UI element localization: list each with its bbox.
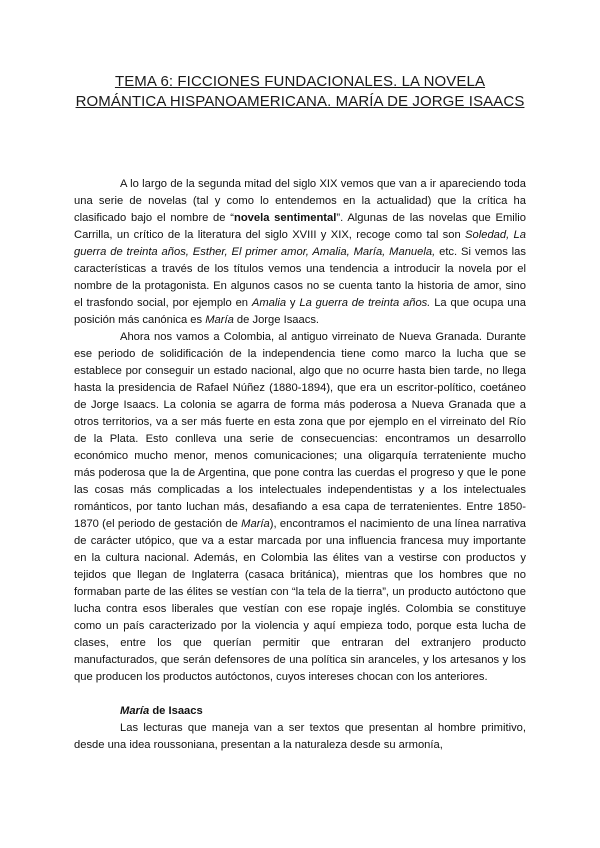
section-heading [74, 703, 526, 720]
text-run: ), encontramos el nacimiento de una línea narrativa de carácter utópico, que va a estar marcada por una influencia francesa muy importante en la cultura nacional. Además, en Colombia las élites van a vestirse con productos y tejidos que llegan de Inglaterra (casaca británica), mientras que los hombres que no formaban parte de las élites se vestían con “la tela de la tierra”, un producto autóctono que lucha contra esos liberales que vestían con ese ropaje inglés. Colombia se constituye como un país caracterizado por la violencia y aquí empieza todo, porque esta lucha de clases, entre los que querían permitir que entraran del extranjero producto manufacturados, que serán defensores de una política sin aranceles, y los artesanos y los que producen los productos autóctonos, cuyos intereses chocan con los anteriores. [74, 518, 526, 683]
text-run: La que ocupa una posición más canónica es [74, 297, 526, 326]
page-title [40, 72, 560, 112]
novel-title: María [241, 518, 270, 530]
novel-title: La guerra de treinta años. [299, 297, 431, 309]
text-run: A lo largo de la segunda mitad del siglo XIX vemos que van a ir apareciendo toda una serie de novelas (tal y como lo entendemos en la actualidad) que la crítica ha clasificado bajo el nombre de “ [74, 178, 526, 224]
title-line-1: TEMA 6: FICCIONES FUNDACIONALES. LA NOVELA [114, 73, 486, 90]
paragraph-intro [74, 176, 526, 329]
bold-term: novela sentimental [233, 212, 337, 224]
section-heading-rest: de Isaacs [149, 705, 203, 717]
text-run: y [286, 297, 300, 309]
paragraph-colombia [74, 329, 526, 686]
paragraph-lecturas: Las lecturas que maneja van a ser textos que presentan al hombre primitivo, desde una idea roussoniana, presentan a la naturaleza desde su armonía, [74, 722, 526, 751]
text-run: de Jorge Isaacs. [233, 314, 320, 326]
text-run: ”. Algunas de las novelas que Emilio Carrilla, un crítico de la literatura del siglo XVIII y XIX, recoge como tal son [74, 212, 526, 241]
title-line-2: ROMÁNTICA HISPANOAMERICANA. MARÍA DE JORGE ISAACS [75, 93, 525, 110]
section-maria [74, 703, 526, 754]
text-run: Ahora nos vamos a Colombia, al antiguo virreinato de Nueva Granada. Durante ese periodo de solidificación de la independencia tiene como marco la lucha que se establece por conseguir un estado nacional, algo que no ocurre hasta bien tarde, no llega hasta la presidencia de Rafael Núñez (1880-1894), que era un escritor-político, coetáneo de Jorge Isaacs. La colonia se agarra de forma más poderosa a Nueva Granada que a otros territorios, va a ser más fuerte en esta zona que por ejemplo en el virreinato del Río de la Plata. Esto conlleva una serie de consecuencias: encontramos un desarrollo económico mucho menor, menos comunicaciones; una oligarquía terrateniente mucho más poderosa que la de Argentina, que pone contra las cuerdas el progreso y que le pone las cosas más complicadas a los intelectuales independentistas y a los intelectuales románticos, por tanto luchan más, desafiando a esa capa de terratenientes. Entre 1850-1870 (el periodo de gestación de [74, 331, 526, 530]
novel-title: Amalia [251, 297, 287, 309]
novel-title: María [205, 314, 234, 326]
document-body [74, 176, 526, 754]
section-heading-title: María [120, 705, 150, 717]
text-run: etc. Si vemos las características a través de los títulos vemos una tendencia a introducir la novela por el nombre de la protagonista. En algunos casos no se cuenta tanto la historia de amor, sino el trasfondo social, por ejemplo en [74, 246, 526, 309]
novel-titles: Soledad, La guerra de treinta años, Esther, El primer amor, Amalia, María, Manuela, [74, 229, 527, 258]
